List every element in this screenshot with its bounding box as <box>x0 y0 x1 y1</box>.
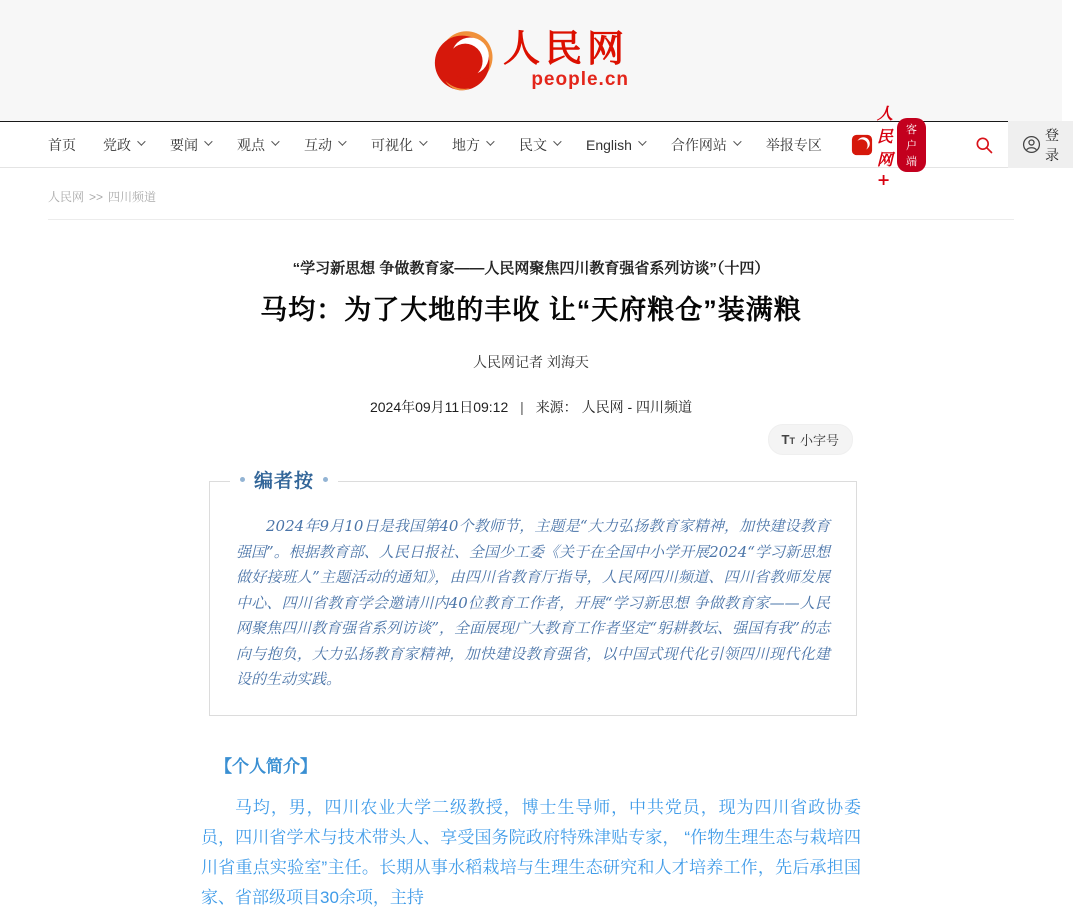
nav-item-党政[interactable] <box>103 135 143 155</box>
label-dot-right-icon <box>323 477 328 482</box>
article-kicker: “学习新思想 争做教育家——人民网聚焦四川教育强省系列访谈”（十四） <box>292 260 770 277</box>
article <box>201 257 861 913</box>
main-nav <box>0 103 1062 189</box>
nav-item-互动[interactable] <box>304 135 344 155</box>
font-size-button-label: 小字号 <box>799 433 839 448</box>
nav-item-合作网站[interactable] <box>671 135 739 155</box>
app-badge-client-tag: 客户端 <box>897 118 926 172</box>
label-dot-left-icon <box>240 477 245 482</box>
nav-item-label: 可视化 <box>371 136 413 153</box>
breadcrumb-separator: >> <box>89 190 104 204</box>
nav-item-English[interactable] <box>586 137 644 153</box>
meta-separator: | <box>520 399 524 415</box>
page-title: 马均：为了大地的丰收 让“天府粮仓”装满粮 <box>260 295 802 325</box>
login-button[interactable] <box>1008 121 1073 168</box>
nav-item-label: 党政 <box>103 136 131 153</box>
nav-item-label: 互动 <box>304 136 332 153</box>
logo-texts <box>503 25 629 92</box>
logo-english-text: people.cn <box>531 68 629 90</box>
editor-note-body: 2024年9月10日是我国第40个教师节，主题是“大力弘扬教育家精神，加快建设教育强国”。根据教育部、人民日报社、全国少工委《关于在全国中小学开展2024“学习新思想 做好接班人”主题活动的通知》，由四川省教育厅指导，人民网四川频道、四川省教师发展中心、四川省教育学会邀请川内40位教育工作者，开展“学习新思想 争做教育家——人民网聚焦四川教育强省系列访谈”，全面展现广大教育工作者坚定“躬耕教坛、强国有我”的志向与抱负，大力弘扬教育家精神，加快建设教育强省，以中国式现代化引领四川现代化建设的生动实践。 <box>236 517 830 688</box>
chevron-down-icon <box>338 137 346 145</box>
people-cn-logo-icon <box>433 30 495 92</box>
chevron-down-icon <box>553 137 561 145</box>
nav-item-label: 要闻 <box>170 136 198 153</box>
breadcrumb-channel-link[interactable]: 四川频道 <box>108 190 157 204</box>
nav-item-label: English <box>586 136 632 153</box>
source-link[interactable]: 人民网 - 四川频道 <box>581 399 693 415</box>
breadcrumb <box>48 188 1062 205</box>
editor-note-title: 编者按 <box>254 471 315 492</box>
nav-items <box>48 135 849 155</box>
nav-item-label: 观点 <box>237 136 265 153</box>
nav-item-地方[interactable] <box>452 135 492 155</box>
logo-chinese-text: 人民网 <box>503 25 629 70</box>
nav-item-label: 地方 <box>452 136 480 153</box>
nav-item-要闻[interactable] <box>170 135 210 155</box>
breadcrumb-site-link[interactable]: 人民网 <box>48 190 85 204</box>
search-button[interactable] <box>974 135 994 155</box>
chevron-down-icon <box>137 137 145 145</box>
profile-section-heading: 【个人简介】 <box>215 756 317 776</box>
publish-date: 2024年09月11日09:12 <box>369 399 509 415</box>
user-avatar-icon <box>1022 135 1041 154</box>
app-badge-brand: 人民网+ <box>876 103 893 189</box>
article-meta <box>201 397 861 417</box>
nav-item-label: 合作网站 <box>670 136 727 153</box>
peoplecn-app-badge[interactable] <box>851 101 926 189</box>
header-divider <box>48 219 1014 220</box>
nav-item-label: 举报专区 <box>765 136 822 153</box>
nav-item-首页[interactable] <box>48 135 76 155</box>
font-size-icon: TT <box>781 432 795 447</box>
nav-item-观点[interactable] <box>237 135 277 155</box>
profile-section-body: 马均，男，四川农业大学二级教授，博士生导师，中共党员，现为四川省政协委员，四川省学术与技术带头人、享受国务院政府特殊津贴专家， “作物生理生态与栽培四川省重点实验室”主任。长期从事水稻栽培与生理生态研究和人才培养工作，先后承担国家、省部级项目30余项，主持 <box>201 797 861 907</box>
search-icon <box>974 135 994 155</box>
chevron-down-icon <box>204 137 212 145</box>
site-logo[interactable] <box>433 25 629 92</box>
nav-item-举报专区[interactable] <box>766 135 822 155</box>
nav-item-label: 民文 <box>519 136 547 153</box>
article-byline: 人民网记者 刘海天 <box>473 354 589 370</box>
article-toolbar <box>201 424 861 455</box>
chevron-down-icon <box>638 137 646 145</box>
login-label: 登录 <box>1044 126 1059 163</box>
nav-item-label: 首页 <box>48 136 76 153</box>
font-size-button[interactable] <box>768 424 853 455</box>
chevron-down-icon <box>486 137 494 145</box>
peoplecn-plus-logo-icon <box>851 134 873 156</box>
source-label: 来源： <box>535 399 578 415</box>
nav-item-可视化[interactable] <box>371 135 425 155</box>
chevron-down-icon <box>271 137 279 145</box>
chevron-down-icon <box>419 137 427 145</box>
editor-note-label <box>230 466 338 493</box>
chevron-down-icon <box>733 137 741 145</box>
editor-note-box <box>209 471 857 716</box>
nav-item-民文[interactable] <box>519 135 559 155</box>
